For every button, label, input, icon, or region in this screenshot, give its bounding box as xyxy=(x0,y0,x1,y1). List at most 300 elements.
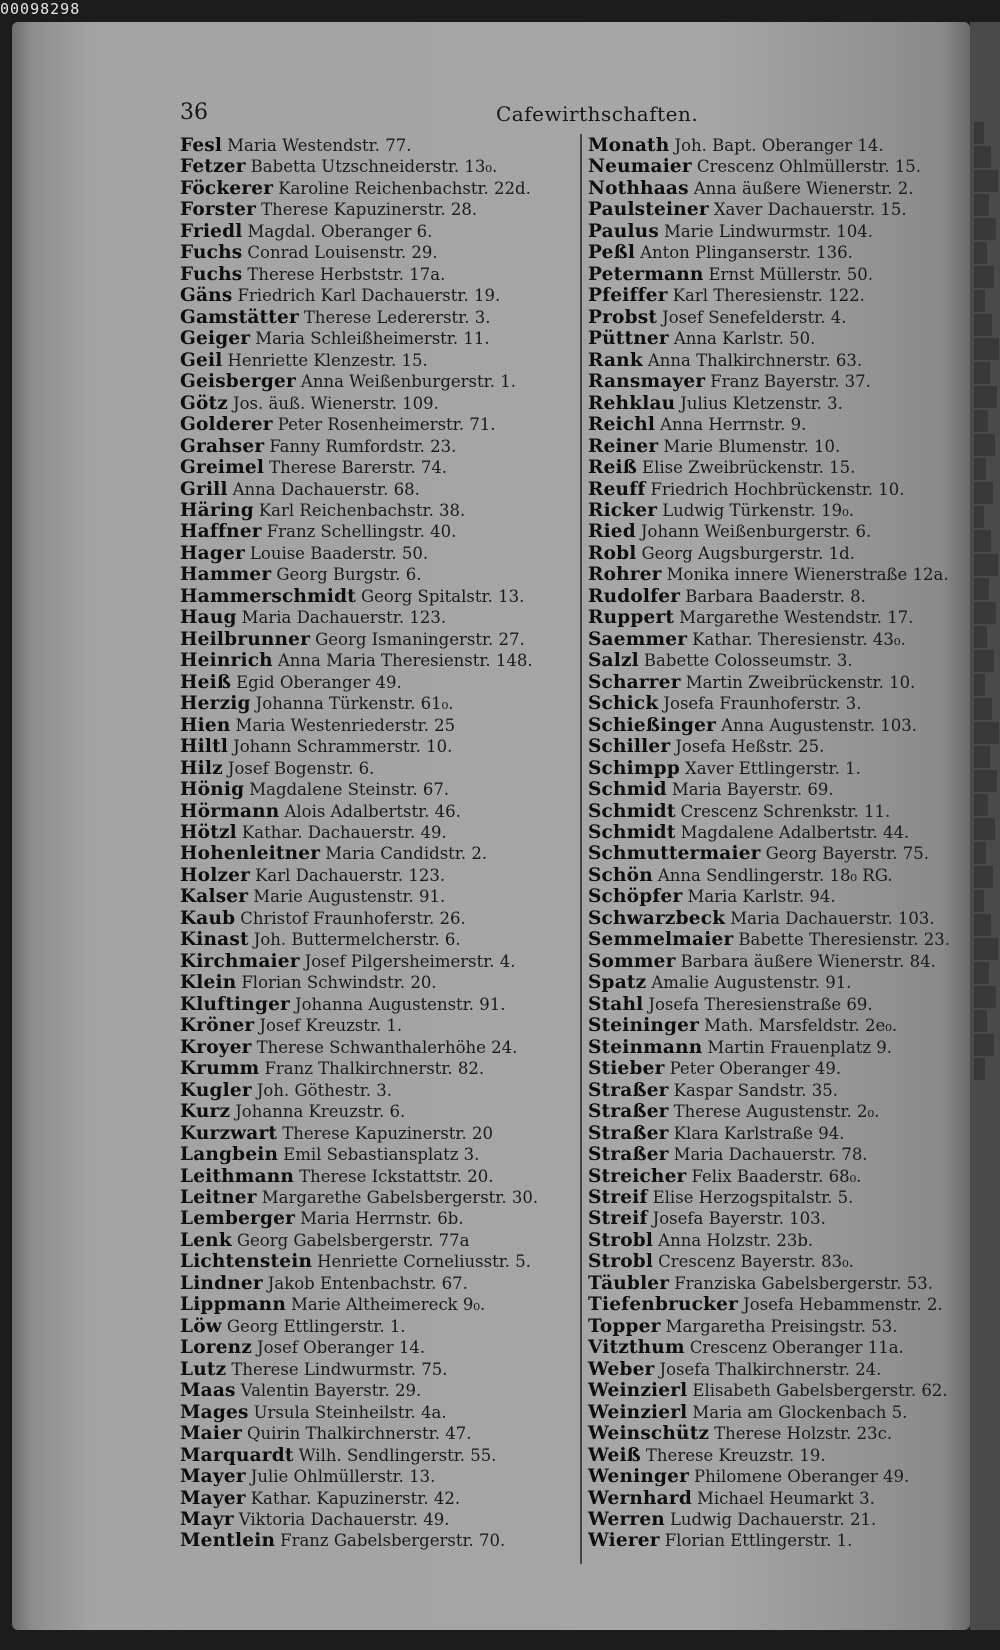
entry-details: Johanna Türkenstr. 61₀. xyxy=(255,694,454,714)
adjacent-text-block xyxy=(974,770,997,792)
directory-entry xyxy=(180,135,576,156)
entry-details: Therese Holzstr. 23c. xyxy=(714,1424,893,1444)
entry-surname: Püttner xyxy=(588,328,669,350)
directory-entry xyxy=(588,715,982,736)
directory-entry xyxy=(180,1123,576,1144)
directory-entry xyxy=(180,307,576,328)
entry-surname: Götz xyxy=(180,392,228,414)
entry-surname: Heinrich xyxy=(180,650,273,672)
entry-details: Crescenz Ohlmüllerstr. 15. xyxy=(696,157,921,177)
entry-surname: Tiefenbrucker xyxy=(588,1294,739,1316)
entry-details: Anna Maria Theresienstr. 148. xyxy=(277,651,533,671)
directory-entry xyxy=(588,1015,982,1036)
entry-surname: Holzer xyxy=(180,864,251,886)
entry-details: Alois Adalbertstr. 46. xyxy=(284,801,461,821)
entry-details: Emil Sebastiansplatz 3. xyxy=(283,1145,480,1165)
entry-details: Jos. äuß. Wienerstr. 109. xyxy=(233,393,439,413)
directory-entry xyxy=(180,285,576,306)
entry-details: Maria Dachauerstr. 103. xyxy=(730,908,935,928)
entry-details: Florian Ettlingerstr. 1. xyxy=(664,1531,853,1551)
entry-surname: Leitner xyxy=(180,1186,257,1208)
entry-details: Therese Augustenstr. 2₀. xyxy=(673,1102,880,1122)
entry-details: Julie Ohlmüllerstr. 13. xyxy=(250,1467,436,1487)
adjacent-text-block xyxy=(974,626,987,648)
entry-details: Maria Dachauerstr. 78. xyxy=(673,1145,868,1165)
entry-details: Georg Augsburgerstr. 1d. xyxy=(641,543,855,563)
entry-surname: Schiller xyxy=(588,736,671,758)
directory-entry xyxy=(588,350,982,371)
adjacent-text-block xyxy=(974,1010,987,1032)
entry-details: Karl Theresienstr. 122. xyxy=(672,286,865,306)
entry-surname: Peßl xyxy=(588,242,636,264)
entry-surname: Streif xyxy=(588,1208,648,1230)
directory-entry xyxy=(588,1359,982,1380)
directory-entry xyxy=(180,371,576,392)
entry-surname: Hager xyxy=(180,542,245,564)
directory-entry xyxy=(180,1488,576,1509)
directory-entry xyxy=(180,822,576,843)
entry-surname: Schmid xyxy=(588,779,667,801)
directory-entry xyxy=(180,564,576,585)
entry-details: Franz Bayerstr. 37. xyxy=(710,372,871,392)
entry-surname: Kalser xyxy=(180,886,249,908)
directory-entry xyxy=(588,1187,982,1208)
entry-details: Florian Schwindstr. 20. xyxy=(241,973,437,993)
entry-details: Franz Thalkirchnerstr. 82. xyxy=(264,1059,485,1079)
directory-entry xyxy=(180,1251,576,1272)
directory-entry xyxy=(180,1144,576,1165)
adjacent-text-block xyxy=(974,146,991,168)
adjacent-text-block xyxy=(974,290,985,312)
entry-surname: Streif xyxy=(588,1186,648,1208)
directory-entry xyxy=(180,1294,576,1315)
entry-details: Marie Lindwurmstr. 104. xyxy=(663,221,873,241)
entry-surname: Klein xyxy=(180,972,237,994)
entry-surname: Haffner xyxy=(180,521,262,543)
directory-entry xyxy=(180,1466,576,1487)
directory-entry xyxy=(588,371,982,392)
entry-surname: Rank xyxy=(588,349,643,371)
entry-details: Anna Holzstr. 23b. xyxy=(658,1230,814,1250)
directory-entry xyxy=(588,1058,982,1079)
entry-details: Anna Dachauerstr. 68. xyxy=(232,479,420,499)
running-head: Cafewirthschaften. xyxy=(496,102,699,126)
entry-surname: Greimel xyxy=(180,457,265,479)
entry-surname: Hiltl xyxy=(180,736,229,758)
entry-details: Marie Augustenstr. 91. xyxy=(253,887,446,907)
entry-details: Magdal. Oberanger 6. xyxy=(247,221,433,241)
adjacent-page-text xyxy=(974,122,1000,1082)
entry-surname: Schießinger xyxy=(588,714,717,736)
entry-surname: Sommer xyxy=(588,950,676,972)
entry-details: Babette Colosseumstr. 3. xyxy=(643,651,853,671)
adjacent-text-block xyxy=(974,122,984,144)
entry-surname: Weiß xyxy=(588,1444,641,1466)
entry-surname: Gamstätter xyxy=(180,306,299,328)
entry-surname: Mayr xyxy=(180,1509,234,1530)
entry-surname: Haug xyxy=(180,607,237,629)
directory-entry xyxy=(588,779,982,800)
entry-details: Martin Zweibrückenstr. 10. xyxy=(685,672,916,692)
entry-surname: Straßer xyxy=(588,1101,669,1123)
entry-surname: Straßer xyxy=(588,1122,669,1144)
directory-entry xyxy=(180,328,576,349)
entry-surname: Maier xyxy=(180,1423,243,1445)
directory-entry xyxy=(180,801,576,822)
entry-surname: Maas xyxy=(180,1380,236,1402)
directory-entry xyxy=(588,1230,982,1251)
entry-surname: Straßer xyxy=(588,1079,669,1101)
adjacent-text-block xyxy=(974,674,985,696)
entry-details: Therese Kreuzstr. 19. xyxy=(645,1445,826,1465)
entry-details: Therese Ledererstr. 3. xyxy=(303,307,491,327)
directory-entry xyxy=(588,457,982,478)
directory-entry xyxy=(180,843,576,864)
entry-details: Joh. Buttermelcherstr. 6. xyxy=(253,930,461,950)
adjacent-text-block xyxy=(974,602,996,624)
directory-entry xyxy=(588,929,982,950)
directory-entry xyxy=(588,414,982,435)
adjacent-text-block xyxy=(974,938,998,960)
directory-entry xyxy=(588,672,982,693)
adjacent-text-block xyxy=(974,362,990,384)
entry-details: Johann Schrammerstr. 10. xyxy=(233,737,453,757)
directory-entry xyxy=(180,972,576,993)
entry-details: Peter Oberanger 49. xyxy=(669,1059,842,1079)
entry-surname: Hötzl xyxy=(180,822,237,843)
adjacent-text-block xyxy=(974,266,994,288)
entry-surname: Stahl xyxy=(588,993,644,1015)
entry-surname: Ruppert xyxy=(588,607,675,629)
entry-details: Georg Bayerstr. 75. xyxy=(765,844,930,864)
directory-entry xyxy=(180,1273,576,1294)
directory-entry xyxy=(588,1509,982,1530)
entry-details: Anton Plinganserstr. 136. xyxy=(640,243,853,263)
entry-details: Kaspar Sandstr. 35. xyxy=(673,1080,839,1100)
directory-entry xyxy=(180,1530,576,1551)
entry-details: Wilh. Sendlingerstr. 55. xyxy=(298,1445,497,1465)
entry-details: Kathar. Dachauerstr. 49. xyxy=(241,823,447,842)
directory-entry xyxy=(588,178,982,199)
adjacent-text-block xyxy=(974,1034,994,1056)
directory-entry xyxy=(588,1251,982,1272)
entry-details: Maria Candidstr. 2. xyxy=(325,844,488,864)
directory-entry xyxy=(588,1080,982,1101)
entry-details: Therese Lindwurmstr. 75. xyxy=(231,1359,448,1379)
entry-surname: Schmuttermaier xyxy=(588,843,761,865)
directory-entry xyxy=(588,972,982,993)
entry-details: Therese Kapuzinerstr. 28. xyxy=(261,200,478,220)
directory-entry xyxy=(180,1187,576,1208)
adjacent-text-block xyxy=(974,578,989,600)
directory-entry xyxy=(588,543,982,564)
directory-entry xyxy=(588,822,982,843)
directory-entry xyxy=(180,350,576,371)
entry-surname: Friedl xyxy=(180,220,243,242)
directory-entry xyxy=(588,908,982,929)
entry-surname: Weinschütz xyxy=(588,1423,710,1445)
entry-details: Josefa Thalkirchnerstr. 24. xyxy=(659,1359,882,1379)
directory-entry xyxy=(180,199,576,220)
entry-details: Joh. Göthestr. 3. xyxy=(256,1080,393,1100)
entry-details: Anna Sendlingerstr. 18₀ RG. xyxy=(657,865,893,885)
entry-surname: Golderer xyxy=(180,414,273,436)
entry-surname: Föckerer xyxy=(180,177,274,199)
entry-details: Crescenz Oberanger 11a. xyxy=(689,1338,904,1358)
entry-surname: Lichtenstein xyxy=(180,1251,313,1273)
entry-details: Barbara äußere Wienerstr. 84. xyxy=(680,951,936,971)
directory-entry xyxy=(588,1037,982,1058)
entry-details: Friedrich Karl Dachauerstr. 19. xyxy=(237,286,501,306)
directory-entry xyxy=(588,1402,982,1423)
adjacent-text-block xyxy=(974,866,993,888)
entry-details: Anna Augustenstr. 103. xyxy=(721,715,917,735)
entry-details: Ursula Steinheilstr. 4a. xyxy=(253,1402,447,1422)
entry-details: Babette Theresienstr. 23. xyxy=(738,930,951,950)
entry-surname: Lippmann xyxy=(180,1294,286,1316)
directory-entry xyxy=(180,1058,576,1079)
adjacent-text-block xyxy=(974,242,987,264)
entry-details: Egid Oberanger 49. xyxy=(236,672,402,692)
directory-entry xyxy=(588,1166,982,1187)
entry-details: Josefa Hebammenstr. 2. xyxy=(743,1295,943,1315)
entry-details: Joh. Bapt. Oberanger 14. xyxy=(674,136,884,155)
entry-details: Josef Oberanger 14. xyxy=(257,1338,426,1358)
entry-details: Karl Dachauerstr. 123. xyxy=(255,865,446,885)
entry-details: Therese Schwanthalerhöhe 24. xyxy=(256,1037,518,1057)
directory-entry xyxy=(588,264,982,285)
entry-surname: Ricker xyxy=(588,499,658,521)
entry-details: Magdalene Adalbertstr. 44. xyxy=(680,823,910,842)
entry-details: Kathar. Kapuzinerstr. 42. xyxy=(250,1488,461,1508)
directory-entry xyxy=(588,758,982,779)
entry-details: Crescenz Bayerstr. 83₀. xyxy=(658,1252,854,1272)
entry-surname: Weninger xyxy=(588,1466,690,1488)
adjacent-text-block xyxy=(974,650,994,672)
entry-surname: Kroyer xyxy=(180,1036,252,1058)
entry-details: Josefa Heßstr. 25. xyxy=(675,737,825,757)
entry-surname: Schwarzbeck xyxy=(588,907,726,929)
entry-details: Ernst Müllerstr. 50. xyxy=(708,264,874,284)
entry-surname: Grill xyxy=(180,478,228,500)
entry-surname: Hammerschmidt xyxy=(180,585,356,607)
entry-surname: Mentlein xyxy=(180,1530,276,1552)
entry-surname: Geil xyxy=(180,349,223,371)
directory-entry xyxy=(180,1166,576,1187)
entry-surname: Scharrer xyxy=(588,671,681,693)
entry-details: Ludwig Dachauerstr. 21. xyxy=(669,1510,877,1529)
entry-details: Josef Bogenstr. 6. xyxy=(227,758,375,778)
directory-entry xyxy=(180,1208,576,1229)
entry-details: Math. Marsfeldstr. 2e₀. xyxy=(704,1016,898,1036)
entry-surname: Heilbrunner xyxy=(180,628,311,650)
entry-surname: Fesl xyxy=(180,135,223,156)
entry-details: Monika innere Wienerstraße 12a. xyxy=(666,565,949,585)
directory-entry xyxy=(588,135,982,156)
entry-details: Felix Baaderstr. 68₀. xyxy=(691,1166,862,1186)
directory-entry xyxy=(180,1337,576,1358)
adjacent-text-block xyxy=(974,506,984,528)
adjacent-text-block xyxy=(974,962,989,984)
directory-entry xyxy=(180,586,576,607)
directory-entry xyxy=(588,1337,982,1358)
directory-entry xyxy=(588,1466,982,1487)
directory-entry xyxy=(588,393,982,414)
directory-entry xyxy=(588,650,982,671)
entry-details: Maria Herrnstr. 6b. xyxy=(300,1209,464,1229)
directory-entry xyxy=(180,178,576,199)
entry-details: Josefa Theresienstraße 69. xyxy=(648,994,873,1014)
entry-surname: Hammer xyxy=(180,564,272,586)
entry-details: Elise Zweibrückenstr. 15. xyxy=(642,458,856,478)
entry-surname: Kirchmaier xyxy=(180,950,300,972)
entry-surname: Hohenleitner xyxy=(180,843,321,865)
entry-details: Karoline Reichenbachstr. 22d. xyxy=(278,178,531,198)
directory-entry xyxy=(588,521,982,542)
adjacent-text-block xyxy=(974,530,991,552)
entry-details: Maria Schleißheimerstr. 11. xyxy=(255,329,490,349)
directory-entry xyxy=(180,500,576,521)
entry-details: Friedrich Hochbrückenstr. 10. xyxy=(650,479,905,499)
directory-entry xyxy=(180,672,576,693)
entry-surname: Weinzierl xyxy=(588,1401,688,1423)
directory-entry xyxy=(180,242,576,263)
entry-details: Maria Dachauerstr. 123. xyxy=(241,608,447,628)
entry-surname: Hien xyxy=(180,714,231,736)
directory-entry xyxy=(180,908,576,929)
entry-details: Karl Reichenbachstr. 38. xyxy=(258,500,466,520)
entry-surname: Reichl xyxy=(588,414,656,436)
entry-surname: Löw xyxy=(180,1315,222,1337)
entry-surname: Hönig xyxy=(180,779,245,801)
directory-entry xyxy=(180,1015,576,1036)
directory-entry xyxy=(180,156,576,177)
entry-details: Barbara Baaderstr. 8. xyxy=(685,586,866,606)
entry-details: Margaretha Preisingstr. 53. xyxy=(665,1316,898,1336)
entry-surname: Kröner xyxy=(180,1015,255,1037)
entry-surname: Leithmann xyxy=(180,1165,295,1187)
entry-surname: Wierer xyxy=(588,1530,660,1552)
directory-entry xyxy=(180,779,576,800)
directory-entry xyxy=(180,1423,576,1444)
directory-entry xyxy=(588,199,982,220)
directory-entry xyxy=(588,307,982,328)
directory-entry xyxy=(180,1445,576,1466)
directory-entry xyxy=(588,693,982,714)
entry-surname: Forster xyxy=(180,199,257,221)
entry-details: Anna Karlstr. 50. xyxy=(673,329,816,349)
left-column xyxy=(180,135,576,1552)
column-divider xyxy=(580,134,582,1564)
entry-details: Fanny Rumfordstr. 23. xyxy=(269,436,457,456)
directory-entry xyxy=(180,929,576,950)
entry-surname: Neumaier xyxy=(588,156,692,178)
directory-entry xyxy=(588,801,982,822)
entry-surname: Ried xyxy=(588,521,636,543)
directory-entry xyxy=(180,1316,576,1337)
directory-entry xyxy=(180,693,576,714)
adjacent-text-block xyxy=(974,914,991,936)
entry-surname: Gäns xyxy=(180,285,233,307)
entry-surname: Lutz xyxy=(180,1358,227,1380)
adjacent-text-block xyxy=(974,194,989,216)
entry-surname: Fuchs xyxy=(180,263,243,285)
directory-entry xyxy=(588,156,982,177)
directory-entry xyxy=(588,994,982,1015)
entry-details: Therese Kapuzinerstr. 20 xyxy=(282,1123,493,1143)
entry-details: Josef Pilgersheimerstr. 4. xyxy=(304,951,516,971)
entry-surname: Straßer xyxy=(588,1144,669,1166)
entry-details: Elise Herzogspitalstr. 5. xyxy=(652,1187,854,1207)
entry-details: Josefa Bayerstr. 103. xyxy=(652,1209,826,1229)
adjacent-text-block xyxy=(974,554,998,576)
adjacent-text-block xyxy=(974,986,996,1008)
adjacent-text-block xyxy=(974,314,992,336)
adjacent-text-block xyxy=(974,386,997,408)
entry-surname: Heiß xyxy=(180,671,232,693)
entry-details: Georg Spitalstr. 13. xyxy=(360,586,525,606)
entry-surname: Hilz xyxy=(180,757,223,779)
entry-surname: Mages xyxy=(180,1401,249,1423)
directory-entry xyxy=(588,1101,982,1122)
entry-details: Therese Barerstr. 74. xyxy=(269,458,448,478)
entry-details: Viktoria Dachauerstr. 49. xyxy=(238,1510,450,1529)
adjacent-text-block xyxy=(974,746,990,768)
directory-entry xyxy=(180,951,576,972)
directory-entry xyxy=(180,736,576,757)
entry-surname: Paulus xyxy=(588,220,659,242)
entry-details: Georg Gabelsbergerstr. 77a xyxy=(236,1230,470,1250)
directory-entry xyxy=(588,242,982,263)
entry-details: Therese Herbststr. 17a. xyxy=(247,264,446,284)
entry-surname: Marquardt xyxy=(180,1444,294,1466)
entry-details: Josef Kreuzstr. 1. xyxy=(259,1016,403,1036)
entry-surname: Petermann xyxy=(588,263,704,285)
entry-details: Conrad Louisenstr. 29. xyxy=(247,243,438,263)
directory-entry xyxy=(588,1488,982,1509)
directory-entry xyxy=(588,436,982,457)
adjacent-text-block xyxy=(974,794,988,816)
entry-surname: Streicher xyxy=(588,1165,687,1187)
entry-surname: Täubler xyxy=(588,1272,670,1294)
entry-surname: Werren xyxy=(588,1509,665,1530)
entry-surname: Paulsteiner xyxy=(588,199,709,221)
entry-details: Philomene Oberanger 49. xyxy=(694,1467,910,1487)
page-number: 36 xyxy=(180,100,208,125)
entry-surname: Mayer xyxy=(180,1487,246,1509)
adjacent-text-block xyxy=(974,722,999,744)
entry-details: Marie Blumenstr. 10. xyxy=(663,436,841,456)
entry-details: Marie Altheimereck 9₀. xyxy=(290,1295,486,1315)
entry-surname: Rohrer xyxy=(588,564,662,586)
directory-entry xyxy=(180,457,576,478)
directory-entry xyxy=(180,1037,576,1058)
entry-details: Klara Karlstraße 94. xyxy=(673,1123,845,1143)
entry-surname: Probst xyxy=(588,306,658,328)
directory-entry xyxy=(180,221,576,242)
directory-entry xyxy=(180,414,576,435)
adjacent-text-block xyxy=(974,698,992,720)
directory-entry xyxy=(180,264,576,285)
directory-entry xyxy=(588,736,982,757)
entry-surname: Monath xyxy=(588,135,670,156)
entry-details: Josef Senefelderstr. 4. xyxy=(662,307,847,327)
entry-surname: Schick xyxy=(588,693,659,715)
adjacent-text-block xyxy=(974,458,986,480)
directory-entry xyxy=(180,543,576,564)
entry-details: Margarethe Gabelsbergerstr. 30. xyxy=(261,1187,539,1207)
entry-details: Anna äußere Wienerstr. 2. xyxy=(693,178,914,198)
